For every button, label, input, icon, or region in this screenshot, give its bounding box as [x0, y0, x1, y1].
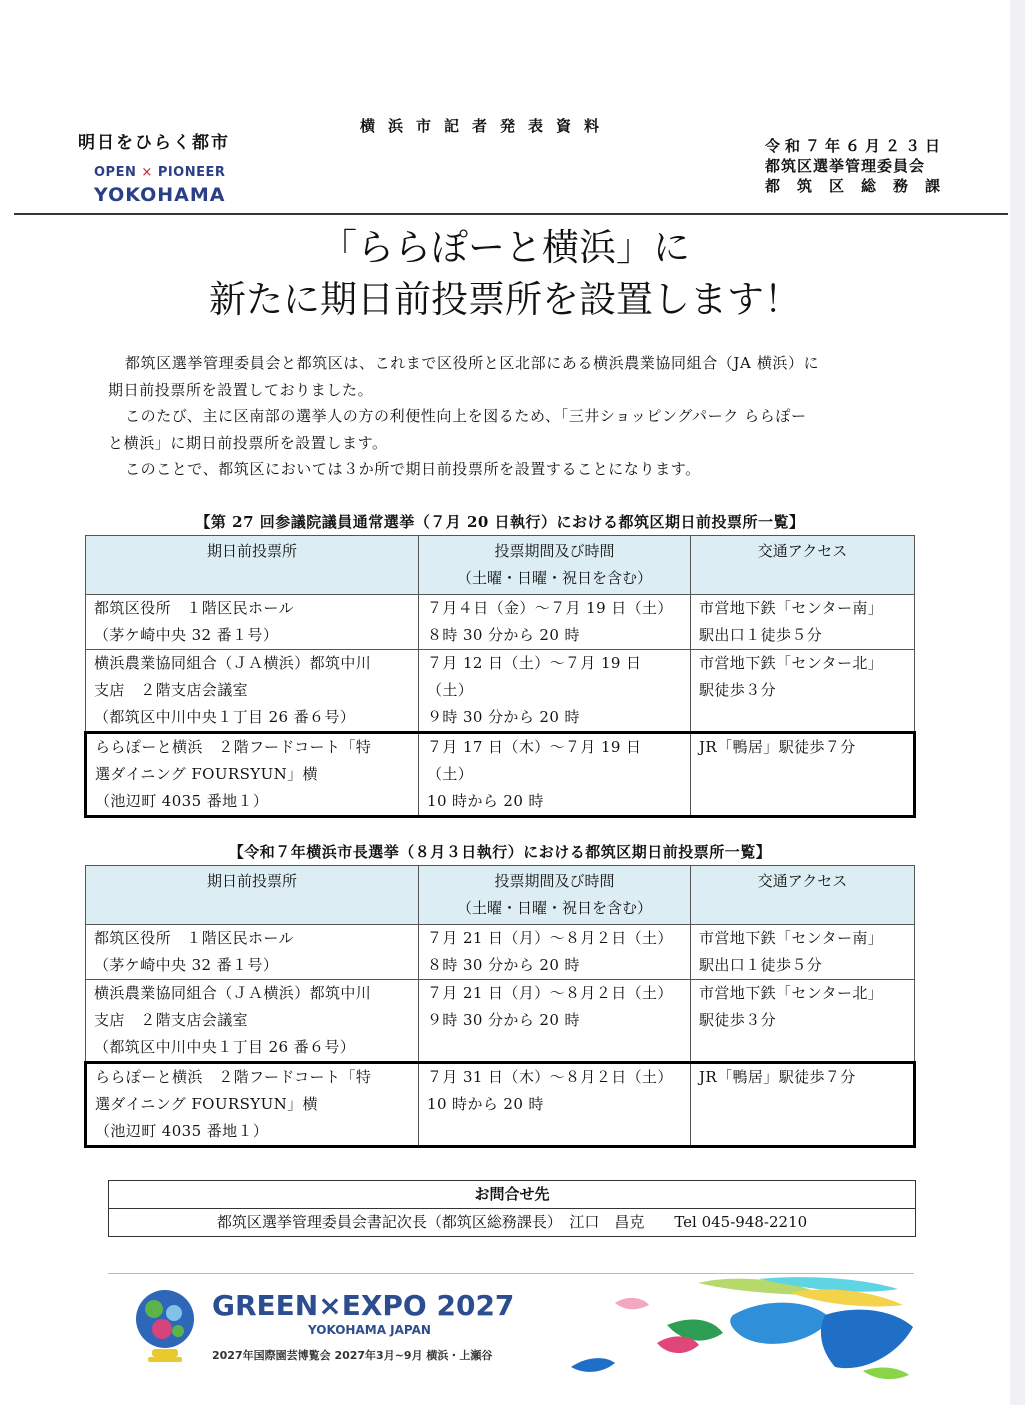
headline-line-1: 「ららぽーと横浜」に — [320, 226, 690, 269]
expo-subtitle: YOKOHAMA JAPAN — [308, 1323, 431, 1337]
header-place: 期日前投票所 — [86, 536, 419, 595]
green-expo-banner — [108, 1275, 916, 1385]
body-paragraph: このことで、都筑区においては３か所で期日前投票所を設置することになります。 — [125, 460, 701, 478]
cell-access: 市営地下鉄「センター南」 駅出口１徒歩５分 — [691, 925, 915, 980]
issuer-committee: 都筑区選挙管理委員会 — [765, 157, 926, 175]
body-paragraph: 期日前投票所を設置しておりました。 — [108, 380, 374, 399]
header-period: 投票期間及び時間 （土曜・日曜・祝日を含む） — [419, 536, 691, 595]
header-place: 期日前投票所 — [86, 866, 419, 925]
header-divider — [14, 213, 1008, 215]
press-release-label: 横浜市記者発表資料 — [360, 117, 613, 135]
contact-detail: 都筑区選挙管理委員会書記次長（都筑区総務課長） 江口 昌克 Tel 045-948-2210 — [216, 1213, 808, 1231]
page-edge — [1010, 0, 1025, 1405]
cell-period: ７月 17 日（木）～７月 19 日（土） 10 時から 20 時 — [419, 733, 691, 817]
cell-access: 市営地下鉄「センター南」 駅出口１徒歩５分 — [691, 595, 915, 650]
header-period: 投票期間及び時間 （土曜・日曜・祝日を含む） — [419, 866, 691, 925]
table-header-row — [86, 866, 915, 925]
table-header-row — [86, 536, 915, 595]
table-row — [86, 650, 915, 733]
cell-place: ららぽーと横浜 ２階フードコート「特 選ダイニング FOURSYUN」横 （池辺町 4035 番地１） — [86, 733, 419, 817]
table-row — [86, 980, 915, 1063]
cell-access: 市営地下鉄「センター北」 駅徒歩３分 — [691, 650, 915, 733]
cell-access: JR「鴨居」駅徒歩７分 — [691, 1063, 915, 1147]
cell-place: 横浜農業協同組合（ＪＡ横浜）都筑中川 支店 ２階支店会議室 （都筑区中川中央１丁目 26 番６号） — [86, 650, 419, 733]
banner-divider — [108, 1273, 914, 1274]
yokohama-city-logo — [78, 128, 230, 206]
headline-line-2: 新たに期日前投票所を設置します！ — [209, 278, 801, 321]
headline — [0, 222, 1010, 326]
cell-place: 都筑区役所 １階区民ホール （茅ケ崎中央 32 番１号） — [86, 595, 419, 650]
cell-place: ららぽーと横浜 ２階フードコート「特 選ダイニング FOURSYUN」横 （池辺町 4035 番地１） — [86, 1063, 419, 1147]
expo-title: GREEN×EXPO 2027 — [212, 1289, 515, 1322]
table-row — [86, 595, 915, 650]
cell-access: JR「鴨居」駅徒歩７分 — [691, 733, 915, 817]
cell-period: ７月 21 日（月）～８月２日（土） ８時 30 分から 20 時 — [419, 925, 691, 980]
table2-caption: 【令和７年横浜市長選挙（８月３日執行）における都筑区期日前投票所一覧】 — [228, 843, 772, 861]
expo-mascot-icon — [132, 1287, 198, 1365]
logo-slogan: 明日をひらく都市 — [78, 133, 230, 153]
cell-period: ７月 21 日（月）～８月２日（土） ９時 30 分から 20 時 — [419, 980, 691, 1063]
table1 — [84, 535, 916, 818]
body-paragraph: と横浜」に期日前投票所を設置します。 — [108, 433, 388, 452]
logo-city-name: YOKOHAMA — [94, 184, 226, 206]
cell-period: ７月 31 日（木）～８月２日（土） 10 時から 20 時 — [419, 1063, 691, 1147]
table2 — [84, 865, 916, 1148]
cell-period: ７月４日（金）～７月 19 日（土） ８時 30 分から 20 時 — [419, 595, 691, 650]
issuer-block — [765, 136, 957, 196]
logo-open-pioneer: OPEN × PIONEER — [94, 165, 226, 180]
cell-access: 市営地下鉄「センター北」 駅徒歩３分 — [691, 980, 915, 1063]
expo-decoration-graphic — [563, 1275, 916, 1385]
cell-place: 横浜農業協同組合（ＪＡ横浜）都筑中川 支店 ２階支店会議室 （都筑区中川中央１丁目 26 番６号） — [86, 980, 419, 1063]
table-row — [86, 925, 915, 980]
cell-period: ７月 12 日（土）～７月 19 日（土） ９時 30 分から 20 時 — [419, 650, 691, 733]
header-access: 交通アクセス — [691, 866, 915, 925]
body-text — [108, 350, 916, 483]
issuer-section: 都筑区総務課 — [765, 177, 958, 195]
table1-caption: 【第 27 回参議院議員通常選挙（７月 20 日執行）における都筑区期日前投票所一覧】 — [195, 513, 805, 531]
logo-cross: × — [141, 165, 153, 180]
table-row-highlighted — [86, 1063, 915, 1147]
table-row-highlighted — [86, 733, 915, 817]
body-paragraph: このたび、主に区南部の選挙人の方の利便性向上を図るため、「三井ショッピングパーク ららぽー — [125, 407, 807, 425]
expo-info: 2027年国際園芸博覧会 2027年3月~9月 横浜・上瀬谷 — [212, 1349, 493, 1362]
cell-place: 都筑区役所 １階区民ホール （茅ケ崎中央 32 番１号） — [86, 925, 419, 980]
issue-date: 令和７年６月２３日 — [765, 137, 946, 155]
contact-heading: お問合せ先 — [109, 1181, 915, 1209]
contact-box — [108, 1180, 916, 1237]
body-paragraph: 都筑区選挙管理委員会と都筑区は、これまで区役所と区北部にある横浜農業協同組合（JA 横浜）に — [125, 354, 820, 372]
header-access: 交通アクセス — [691, 536, 915, 595]
